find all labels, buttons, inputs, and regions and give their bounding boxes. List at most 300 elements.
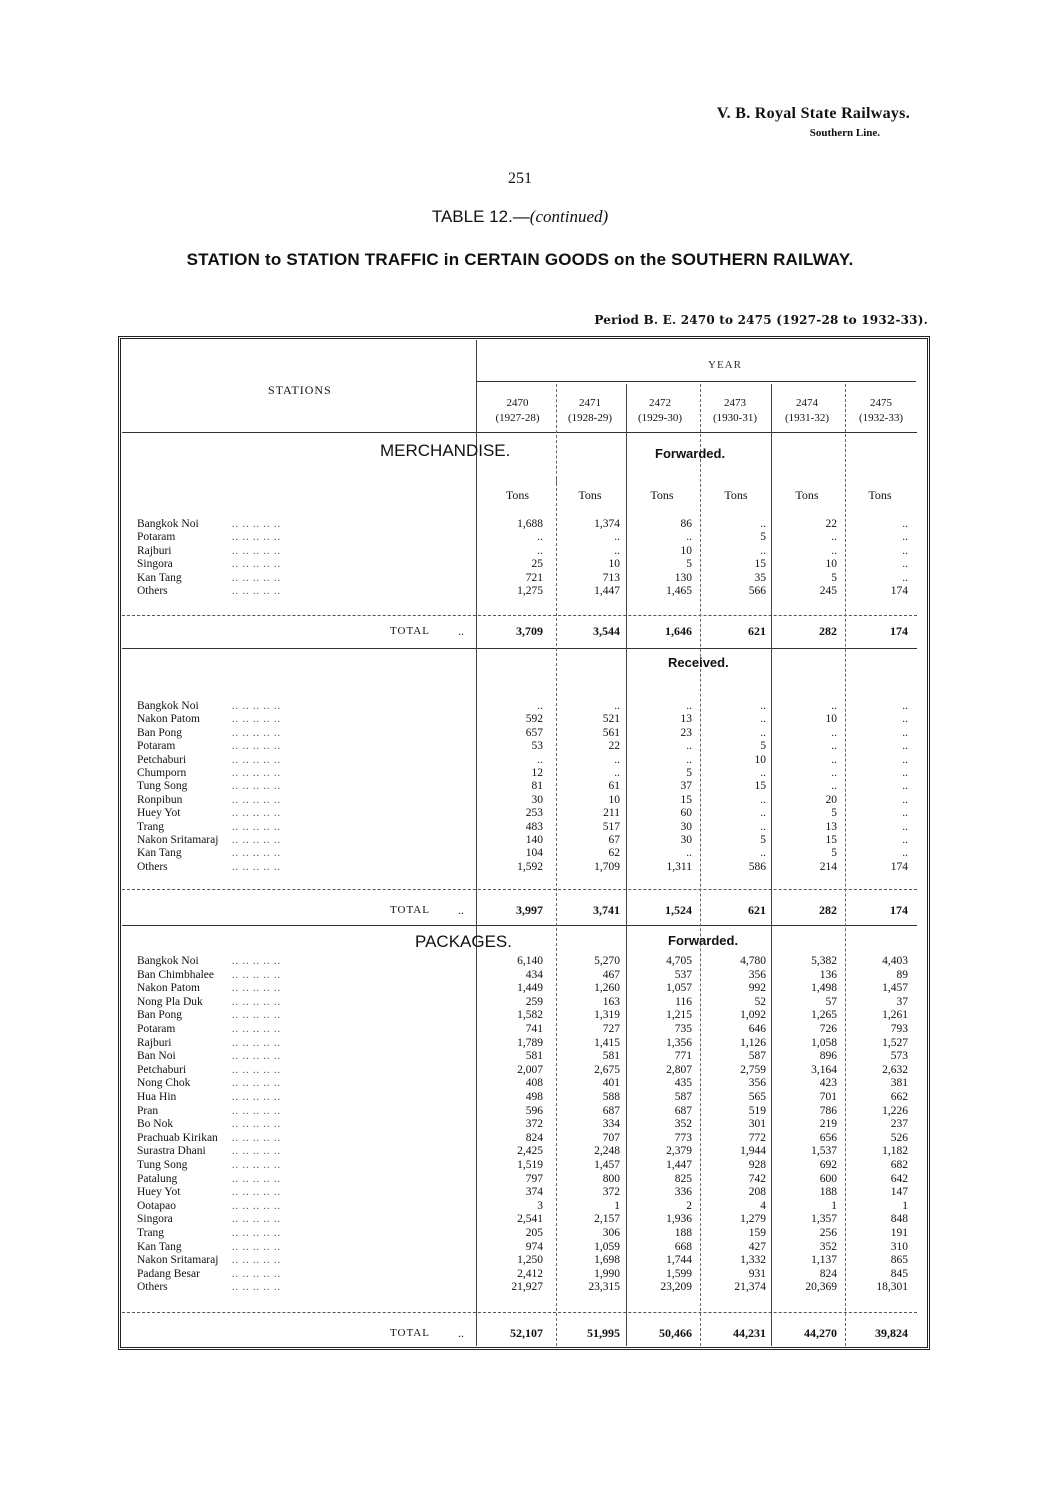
value-cell: 2,248 xyxy=(594,1145,620,1158)
station-name: Potaram xyxy=(137,740,176,753)
value-cell: 1,936 xyxy=(666,1213,692,1226)
table-row xyxy=(0,1186,1040,1199)
station-name: Ban Pong xyxy=(137,726,183,739)
value-cell: .. xyxy=(831,544,837,557)
value-cell: 1,226 xyxy=(882,1104,908,1117)
value-cell: 5 xyxy=(760,531,766,544)
value-cell: 15 xyxy=(754,780,766,793)
year-ce: (1930-31) xyxy=(713,412,757,424)
value-cell: 1,447 xyxy=(666,1159,692,1171)
value-cell: 587 xyxy=(748,1050,766,1063)
value-cell: 771 xyxy=(674,1050,692,1063)
value-cell: 434 xyxy=(525,968,543,981)
rule xyxy=(476,381,916,382)
value-cell: 5 xyxy=(831,571,837,584)
value-cell: 1,356 xyxy=(666,1036,692,1049)
value-cell: 10 xyxy=(825,558,837,571)
value-cell: .. xyxy=(902,544,908,557)
unit-label: Tons xyxy=(724,488,748,502)
table-row xyxy=(0,861,1040,874)
value-cell: 1,599 xyxy=(666,1267,692,1280)
station-name: Pran xyxy=(137,1104,159,1117)
value-cell: 20 xyxy=(825,793,837,806)
station-name: Bangkok Noi xyxy=(137,955,199,967)
year-col-2475 xyxy=(846,396,916,426)
value-cell: 381 xyxy=(890,1077,908,1090)
table-row xyxy=(0,807,1040,820)
value-cell: 10 xyxy=(754,753,766,766)
table-subtitle: STATION to STATION TRAFFIC in CERTAIN GOODS on the SOUTHERN RAILWAY. xyxy=(186,250,854,269)
value-cell: 256 xyxy=(819,1227,837,1239)
table-row xyxy=(0,585,1040,598)
value-cell: 526 xyxy=(890,1131,908,1144)
station-name: Nakon Sritamaraj xyxy=(137,1254,219,1267)
merch-received-total xyxy=(0,903,1040,917)
leader-dots: .. .. .. .. .. xyxy=(232,1255,281,1267)
value-cell: 10 xyxy=(680,544,692,557)
value-cell: 435 xyxy=(674,1077,692,1090)
total-cell: 282 xyxy=(819,624,837,638)
value-cell: .. xyxy=(902,793,908,806)
value-cell: 773 xyxy=(674,1131,692,1144)
station-name: Rajburi xyxy=(137,1036,172,1049)
table-row xyxy=(0,754,1040,767)
value-cell: 35 xyxy=(754,571,766,584)
table-row xyxy=(0,531,1040,544)
value-cell: 1,688 xyxy=(517,518,543,530)
value-cell: 191 xyxy=(890,1227,908,1239)
value-cell: 4 xyxy=(760,1199,766,1212)
total-cell: 282 xyxy=(819,903,837,917)
value-cell: .. xyxy=(831,767,837,779)
leader-dots: .. .. .. .. .. xyxy=(232,727,281,739)
station-name: Bo Nok xyxy=(137,1118,174,1131)
year-ce: (1929-30) xyxy=(638,412,682,424)
total-label: TOTAL xyxy=(390,904,430,916)
value-cell: 15 xyxy=(680,793,692,806)
total-cell: 3,544 xyxy=(593,624,620,638)
table-row xyxy=(0,1241,1040,1254)
leader-dots: .. .. .. .. .. xyxy=(232,1024,281,1035)
value-cell: 37 xyxy=(896,995,908,1008)
value-cell: 1,215 xyxy=(666,1009,692,1022)
leader-dots: .. .. .. .. .. xyxy=(232,714,281,726)
leader-dots: .. .. .. .. .. xyxy=(232,821,281,833)
table-title-continued: (continued) xyxy=(529,207,609,226)
value-cell: 1,250 xyxy=(517,1254,543,1267)
value-cell: .. xyxy=(760,847,766,860)
leader-dots: .. .. .. .. .. xyxy=(232,781,281,793)
value-cell: 1,265 xyxy=(811,1009,837,1022)
value-cell: 687 xyxy=(602,1104,620,1117)
value-cell: .. xyxy=(760,793,766,806)
value-cell: 140 xyxy=(525,834,543,846)
value-cell: .. xyxy=(760,713,766,726)
value-cell: 4,403 xyxy=(882,955,908,967)
value-cell: .. xyxy=(614,544,620,557)
year-ce: (1927-28) xyxy=(495,412,540,424)
table-row xyxy=(0,700,1040,713)
value-cell: 5 xyxy=(831,847,837,860)
table-row xyxy=(0,1132,1040,1145)
value-cell: 116 xyxy=(675,995,692,1008)
value-cell: 4,780 xyxy=(740,955,766,967)
leader-dots: .. .. .. .. .. xyxy=(232,754,281,766)
table-row xyxy=(0,767,1040,780)
total-cell: 1,524 xyxy=(665,903,692,917)
table-row xyxy=(0,996,1040,1009)
total-cell: 44,231 xyxy=(733,1326,766,1340)
value-cell: 662 xyxy=(890,1091,908,1103)
value-cell: 408 xyxy=(525,1077,543,1090)
value-cell: 352 xyxy=(674,1118,692,1131)
value-cell: 2,675 xyxy=(594,1063,620,1076)
rule xyxy=(122,432,917,433)
value-cell: 5 xyxy=(686,558,692,571)
value-cell: 163 xyxy=(602,995,620,1008)
value-cell: 931 xyxy=(748,1267,766,1280)
value-cell: 793 xyxy=(890,1023,908,1035)
col-rule xyxy=(556,384,557,484)
leader-dots: .. .. .. .. .. xyxy=(232,1146,281,1158)
value-cell: .. xyxy=(686,531,692,544)
value-cell: 566 xyxy=(748,585,766,597)
value-cell: 1,058 xyxy=(811,1036,837,1049)
value-cell: .. xyxy=(831,780,837,793)
leader-dots: .. .. .. .. .. xyxy=(232,741,281,753)
year-col-2470 xyxy=(485,396,550,426)
value-cell: 2 xyxy=(686,1199,692,1212)
value-cell: 992 xyxy=(748,982,766,995)
value-cell: .. xyxy=(902,700,908,712)
station-name: Ootapao xyxy=(137,1199,176,1212)
station-name: Tung Song xyxy=(137,1159,188,1171)
value-cell: 2,412 xyxy=(517,1267,543,1280)
value-cell: .. xyxy=(902,726,908,739)
value-cell: .. xyxy=(760,767,766,779)
leader-dots: .. .. .. .. .. xyxy=(232,1187,281,1199)
value-cell: 2,007 xyxy=(517,1063,543,1076)
value-cell: 1,332 xyxy=(740,1254,766,1267)
table-row xyxy=(0,1281,1040,1294)
table-row xyxy=(0,1227,1040,1240)
value-cell: .. xyxy=(537,544,543,557)
table-row xyxy=(0,1200,1040,1213)
station-name: Kan Tang xyxy=(137,1240,182,1253)
rule xyxy=(122,925,917,926)
value-cell: 573 xyxy=(890,1050,908,1063)
value-cell: 1,182 xyxy=(882,1145,908,1158)
value-cell: 517 xyxy=(602,820,620,833)
value-cell: 586 xyxy=(748,860,766,873)
value-cell: 205 xyxy=(525,1227,543,1239)
value-cell: 592 xyxy=(525,713,543,726)
value-cell: .. xyxy=(537,700,543,712)
value-cell: 1,990 xyxy=(594,1267,620,1280)
leader-dots: .. .. .. .. .. xyxy=(232,572,281,584)
station-name: Kan Tang xyxy=(137,847,182,860)
value-cell: 356 xyxy=(748,968,766,981)
value-cell: 519 xyxy=(748,1104,766,1117)
table-row xyxy=(0,558,1040,571)
rule xyxy=(122,1312,917,1313)
value-cell: 2,632 xyxy=(882,1063,908,1076)
value-cell: 37 xyxy=(680,780,692,793)
station-name: Others xyxy=(137,585,168,597)
value-cell: 581 xyxy=(602,1050,620,1063)
value-cell: 13 xyxy=(825,820,837,833)
value-cell: 1,260 xyxy=(594,982,620,995)
value-cell: 23,315 xyxy=(588,1281,620,1294)
leader-dots: .. xyxy=(458,624,464,638)
section-merchandise: MERCHANDISE. xyxy=(380,441,511,460)
value-cell: 1,057 xyxy=(666,982,692,995)
value-cell: 5 xyxy=(760,740,766,753)
table-title-main: TABLE 12.— xyxy=(431,207,530,226)
value-cell: .. xyxy=(831,740,837,753)
value-cell: .. xyxy=(614,531,620,544)
leader-dots: .. .. .. .. .. xyxy=(232,1105,281,1117)
value-cell: 237 xyxy=(890,1118,908,1131)
table-row xyxy=(0,727,1040,740)
table-row xyxy=(0,713,1040,726)
value-cell: 52 xyxy=(754,995,766,1008)
value-cell: .. xyxy=(831,700,837,712)
station-name: Ban Pong xyxy=(137,1009,183,1022)
table-row xyxy=(0,1009,1040,1022)
station-name: Trang xyxy=(137,820,165,833)
value-cell: 20,369 xyxy=(805,1281,837,1294)
leader-dots: .. .. .. .. .. xyxy=(232,1214,281,1226)
value-cell: 245 xyxy=(819,585,837,597)
table-row xyxy=(0,1254,1040,1267)
leader-dots: .. .. .. .. .. xyxy=(232,559,281,571)
station-name: Others xyxy=(137,1281,168,1294)
total-cell: 3,709 xyxy=(516,624,543,638)
year-col-2474 xyxy=(773,396,841,426)
table-row xyxy=(0,780,1040,793)
station-name: Potaram xyxy=(137,1023,176,1035)
leader-dots: .. .. .. .. .. xyxy=(232,1200,281,1212)
station-name: Nakon Patom xyxy=(137,713,200,726)
value-cell: 896 xyxy=(819,1050,837,1063)
value-cell: 427 xyxy=(748,1240,766,1253)
leader-dots: .. .. .. .. .. xyxy=(232,848,281,860)
value-cell: 772 xyxy=(748,1131,766,1144)
station-name: Singora xyxy=(137,1213,173,1226)
value-cell: .. xyxy=(902,820,908,833)
value-cell: 1,126 xyxy=(740,1036,766,1049)
leader-dots: .. .. .. .. .. xyxy=(232,996,281,1008)
value-cell: .. xyxy=(902,834,908,846)
value-cell: 23,209 xyxy=(660,1281,692,1294)
table-row xyxy=(0,1091,1040,1104)
value-cell: .. xyxy=(614,700,620,712)
station-name: Rajburi xyxy=(137,544,172,557)
year-be: 2474 xyxy=(796,397,818,409)
value-cell: .. xyxy=(831,531,837,544)
leader-dots: .. .. .. .. .. xyxy=(232,1078,281,1090)
year-ce: (1931-32) xyxy=(785,412,829,424)
value-cell: 587 xyxy=(674,1091,692,1103)
value-cell: 30 xyxy=(680,834,692,846)
leader-dots: .. .. .. .. .. xyxy=(232,794,281,806)
value-cell: 1,092 xyxy=(740,1009,766,1022)
value-cell: 1,449 xyxy=(517,982,543,995)
value-cell: 259 xyxy=(525,995,543,1008)
value-cell: 214 xyxy=(819,860,837,873)
value-cell: 682 xyxy=(890,1159,908,1171)
value-cell: 356 xyxy=(748,1077,766,1090)
value-cell: 336 xyxy=(674,1186,692,1199)
value-cell: 2,157 xyxy=(594,1213,620,1226)
value-cell: 800 xyxy=(602,1172,620,1185)
value-cell: 797 xyxy=(525,1172,543,1185)
rule xyxy=(122,615,917,616)
table-row xyxy=(0,1268,1040,1281)
value-cell: 1 xyxy=(902,1199,908,1212)
value-cell: 25 xyxy=(531,558,543,571)
leader-dots: .. .. .. .. .. xyxy=(232,545,281,557)
value-cell: .. xyxy=(902,571,908,584)
value-cell: 5,270 xyxy=(594,955,620,967)
table-row xyxy=(0,572,1040,585)
value-cell: 1,519 xyxy=(517,1159,543,1171)
table-row xyxy=(0,1064,1040,1077)
value-cell: 2,759 xyxy=(740,1063,766,1076)
total-cell: 52,107 xyxy=(510,1326,543,1340)
value-cell: 3 xyxy=(537,1199,543,1212)
value-cell: .. xyxy=(902,807,908,820)
value-cell: 22 xyxy=(608,740,620,753)
value-cell: 174 xyxy=(890,860,908,873)
value-cell: 188 xyxy=(674,1227,692,1239)
value-cell: 81 xyxy=(531,780,543,793)
station-name: Tung Song xyxy=(137,780,188,793)
value-cell: .. xyxy=(686,753,692,766)
table-row xyxy=(0,834,1040,847)
station-name: Nong Pla Duk xyxy=(137,995,203,1008)
value-cell: 5 xyxy=(686,767,692,779)
value-cell: .. xyxy=(902,531,908,544)
value-cell: 2,541 xyxy=(517,1213,543,1226)
table-row xyxy=(0,1037,1040,1050)
value-cell: 219 xyxy=(819,1118,837,1131)
value-cell: 89 xyxy=(896,968,908,981)
table-row xyxy=(0,1077,1040,1090)
station-name: Bangkok Noi xyxy=(137,518,199,530)
value-cell: 824 xyxy=(525,1131,543,1144)
year-be: 2472 xyxy=(649,397,671,409)
table-row xyxy=(0,1213,1040,1226)
value-cell: .. xyxy=(686,847,692,860)
value-cell: 86 xyxy=(680,518,692,530)
value-cell: 1,319 xyxy=(594,1009,620,1022)
report-subtitle: Southern Line. xyxy=(809,127,880,139)
value-cell: .. xyxy=(686,740,692,753)
value-cell: 848 xyxy=(890,1213,908,1226)
report-title: V. B. Royal State Railways. xyxy=(716,105,910,122)
value-cell: 67 xyxy=(608,834,620,846)
value-cell: 22 xyxy=(825,518,837,530)
value-cell: 1,415 xyxy=(594,1036,620,1049)
value-cell: 565 xyxy=(748,1091,766,1103)
value-cell: .. xyxy=(831,726,837,739)
station-name: Patalung xyxy=(137,1172,178,1185)
unit-label: Tons xyxy=(578,488,602,502)
station-name: Hua Hin xyxy=(137,1091,177,1103)
value-cell: 561 xyxy=(602,726,620,739)
leader-dots: .. .. .. .. .. xyxy=(232,1092,281,1103)
value-cell: 159 xyxy=(748,1227,766,1239)
value-cell: 687 xyxy=(674,1104,692,1117)
stations-header: STATIONS xyxy=(268,383,332,397)
value-cell: 1,592 xyxy=(517,860,543,873)
value-cell: 692 xyxy=(819,1159,837,1171)
value-cell: 174 xyxy=(890,585,908,597)
value-cell: 786 xyxy=(819,1104,837,1117)
value-cell: 727 xyxy=(602,1023,620,1035)
station-name: Nong Chok xyxy=(137,1077,191,1090)
year-be: 2471 xyxy=(579,397,601,409)
table-row xyxy=(0,518,1040,531)
value-cell: 10 xyxy=(825,713,837,726)
pkg-forwarded-label: Forwarded. xyxy=(668,933,739,948)
value-cell: 5 xyxy=(760,834,766,846)
leader-dots: .. .. .. .. .. xyxy=(232,1268,281,1280)
year-ce: (1928-29) xyxy=(568,412,612,424)
value-cell: 2,425 xyxy=(517,1145,543,1158)
station-name: Bangkok Noi xyxy=(137,700,199,712)
total-label: TOTAL xyxy=(390,1327,430,1339)
value-cell: 721 xyxy=(525,571,543,584)
year-be: 2473 xyxy=(724,397,746,409)
leader-dots: .. .. .. .. .. xyxy=(232,1051,281,1063)
total-cell: 39,824 xyxy=(875,1326,908,1340)
value-cell: 1,944 xyxy=(740,1145,766,1158)
value-cell: 1,275 xyxy=(517,585,543,597)
rule xyxy=(122,889,917,890)
value-cell: 1,357 xyxy=(811,1213,837,1226)
year-col-2471 xyxy=(556,396,624,426)
value-cell: 1,137 xyxy=(811,1254,837,1267)
leader-dots: .. xyxy=(458,903,464,917)
value-cell: 12 xyxy=(531,767,543,779)
station-name: Trang xyxy=(137,1227,165,1239)
value-cell: .. xyxy=(902,740,908,753)
total-label: TOTAL xyxy=(390,625,430,637)
value-cell: 423 xyxy=(819,1077,837,1090)
value-cell: .. xyxy=(902,767,908,779)
table-row xyxy=(0,821,1040,834)
value-cell: 301 xyxy=(748,1118,766,1131)
report-header xyxy=(717,105,910,139)
value-cell: 136 xyxy=(819,968,837,981)
value-cell: .. xyxy=(760,726,766,739)
total-cell: 3,741 xyxy=(593,903,620,917)
leader-dots: .. .. .. .. .. xyxy=(232,983,281,995)
leader-dots: .. .. .. .. .. xyxy=(232,1241,281,1253)
value-cell: 596 xyxy=(525,1104,543,1117)
value-cell: 18,301 xyxy=(876,1281,908,1294)
year-be: 2475 xyxy=(870,397,892,409)
value-cell: 208 xyxy=(748,1186,766,1199)
value-cell: 1,279 xyxy=(740,1213,766,1226)
value-cell: 467 xyxy=(602,968,620,981)
unit-label: Tons xyxy=(795,488,819,502)
table-row xyxy=(0,982,1040,995)
value-cell: 928 xyxy=(748,1159,766,1171)
